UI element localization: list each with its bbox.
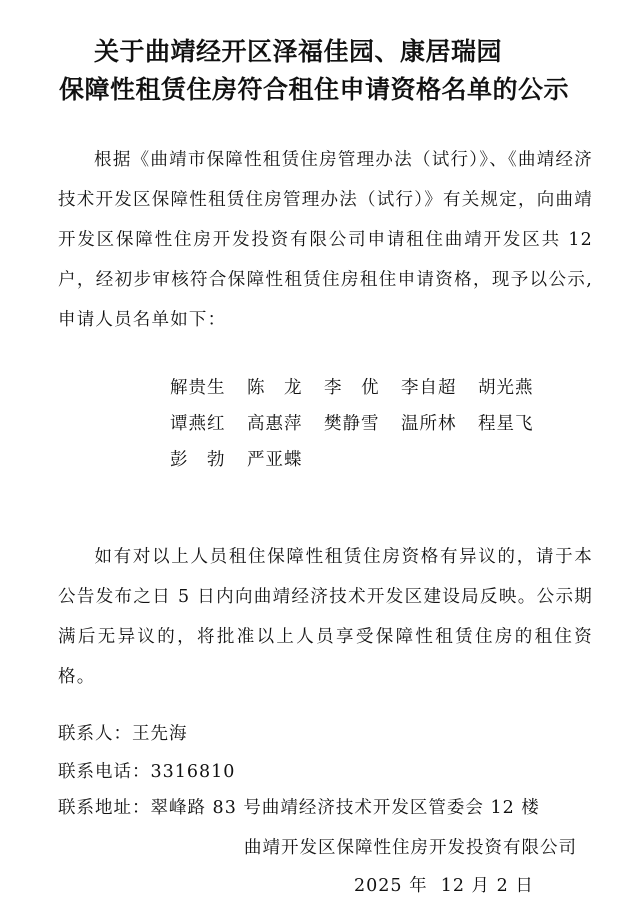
- issuing-organization: 曲靖开发区保障性住房开发投资有限公司: [244, 838, 577, 858]
- issue-date: 2025 年 12 月 2 日: [354, 876, 534, 896]
- notice-title-line-2: 保障性租赁住房符合租住申请资格名单的公示: [58, 75, 569, 104]
- applicant-name: 陈 龙: [247, 378, 303, 398]
- objection-text: 如有对以上人员租住保障性租赁住房资格有异议的，请于本公告发布之日 5 日内向曲靖经济技术开发区建设局反映。公示期满后无异议的，将批准以上人员享受保障性租赁住房的租住资格。: [58, 547, 593, 687]
- applicant-name: 严亚蝶: [247, 450, 303, 470]
- applicant-name: 解贵生: [170, 378, 226, 398]
- applicant-name: 谭燕红: [170, 414, 226, 434]
- applicant-name: 李 优: [324, 378, 380, 398]
- contact-person: 联系人：王先海: [58, 724, 188, 744]
- name-row-2: [170, 406, 555, 442]
- applicant-name: 程星飞: [478, 414, 534, 434]
- notice-title-line-1: 关于曲靖经开区泽福佳园、康居瑞园: [93, 37, 502, 66]
- contact-address: 联系地址：翠峰路 83 号曲靖经济技术开发区管委会 12 楼: [58, 798, 540, 818]
- objection-paragraph: [58, 537, 593, 697]
- name-row-3: [170, 442, 555, 478]
- applicant-name: 温所林: [401, 414, 457, 434]
- contact-phone: 联系电话：3316810: [58, 762, 236, 782]
- intro-paragraph: [58, 140, 593, 340]
- intro-text: 根据《曲靖市保障性租赁住房管理办法（试行）》、《曲靖经济技术开发区保障性租赁住房管理办法（试行）》有关规定，向曲靖开发区保障性住房开发投资有限公司申请租住曲靖开发区共 12 户，经初步审核符合保障性租赁住房租住申请资格，现予以公示,申请人员名单如下：: [58, 150, 593, 330]
- applicant-name: 胡光燕: [478, 378, 534, 398]
- applicant-name: 樊静雪: [324, 414, 380, 434]
- applicant-name-list: [170, 370, 555, 478]
- applicant-name: 高惠萍: [247, 414, 303, 434]
- applicant-name: 彭 勃: [170, 450, 226, 470]
- applicant-name: 李自超: [401, 378, 457, 398]
- name-row-1: [170, 370, 555, 406]
